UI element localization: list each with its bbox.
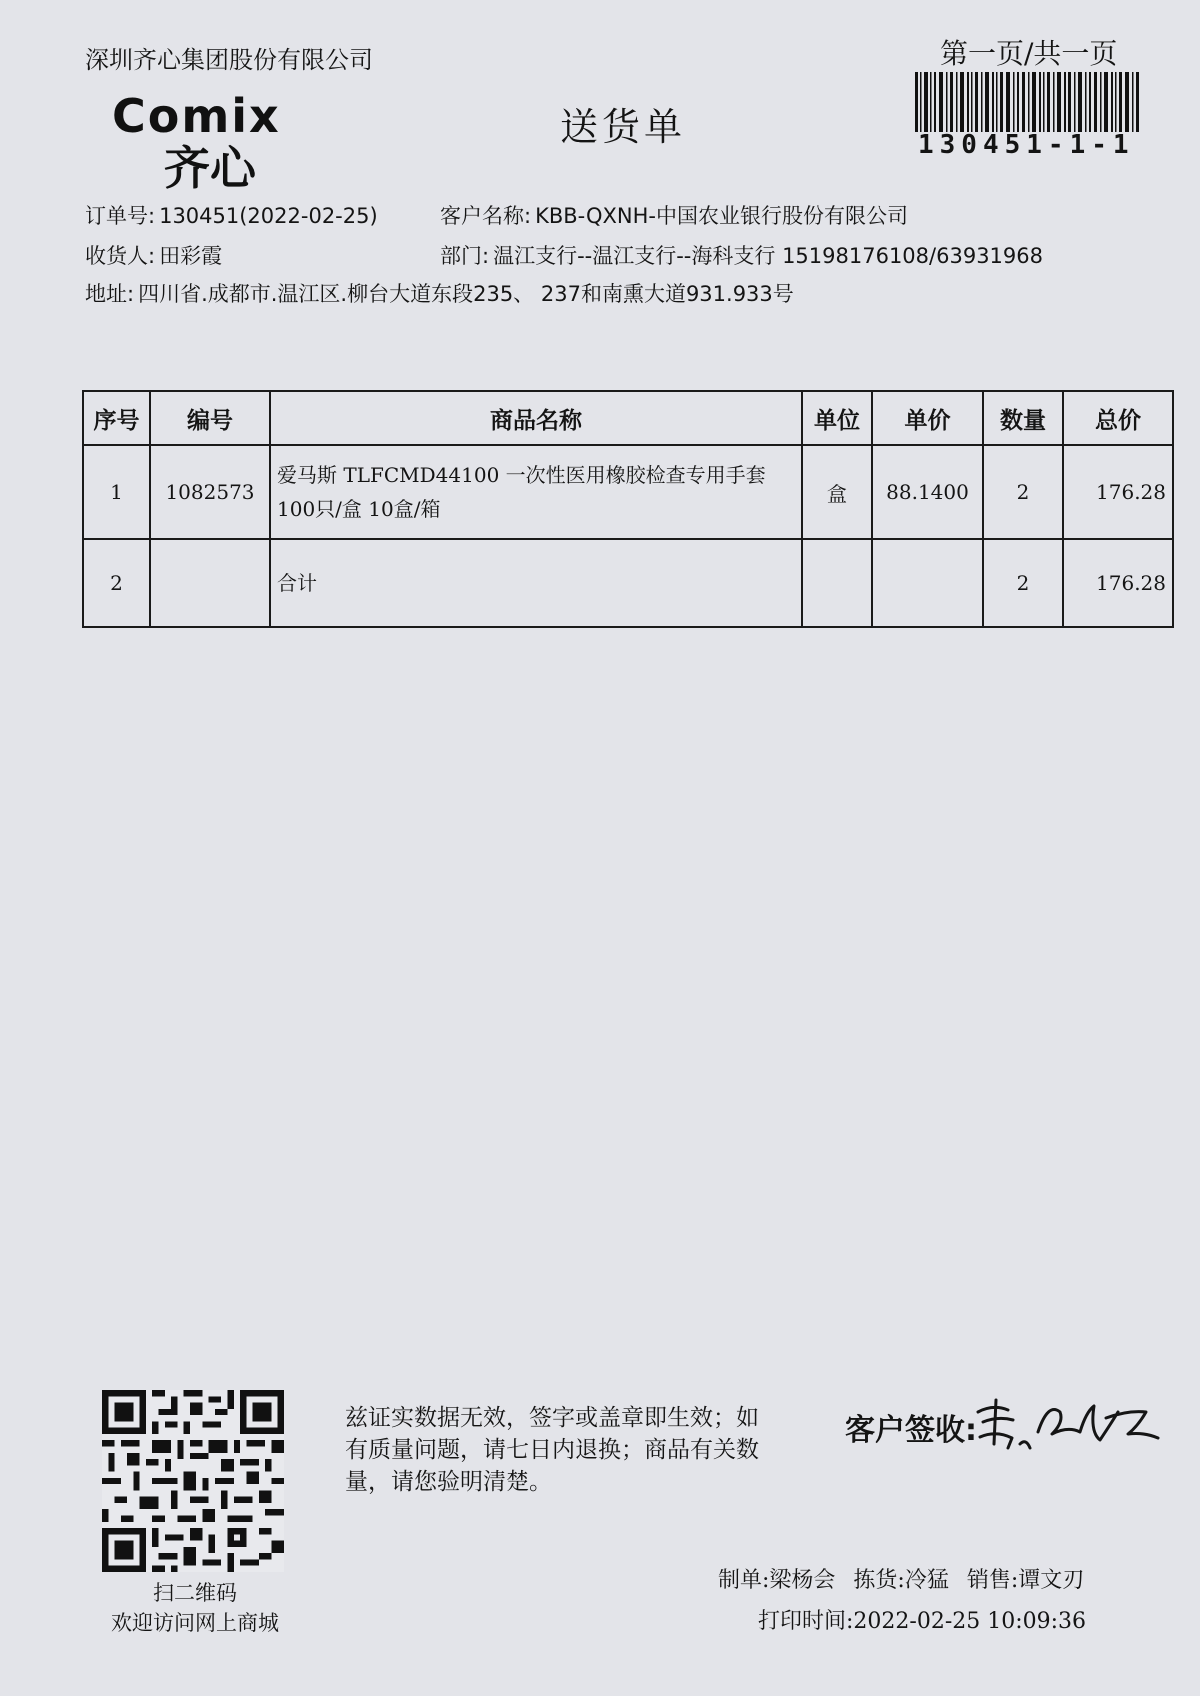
- staff-info: [718, 1563, 1084, 1594]
- table-header-row: [83, 391, 1173, 445]
- order-number-field: [85, 200, 378, 230]
- address-value: 四川省.成都市.温江区.柳台大道东段235、 237和南熏大道931.933号: [138, 282, 794, 306]
- barcode-number: 130451-1-1: [918, 130, 1135, 160]
- qr-caption-line-1: 扫二维码: [153, 1581, 237, 1605]
- qr-caption: [90, 1578, 300, 1638]
- company-name: 深圳齐心集团股份有限公司: [85, 46, 373, 74]
- cell-unit: [802, 539, 872, 627]
- col-header-price: 单价: [872, 391, 983, 445]
- receiver-value: 田彩霞: [159, 244, 223, 268]
- items-table: [82, 390, 1174, 628]
- customer-field: [440, 200, 908, 230]
- address-label: 地址:: [85, 282, 135, 306]
- col-header-code: 编号: [150, 391, 270, 445]
- col-header-unit: 单位: [802, 391, 872, 445]
- department-field: [440, 240, 1043, 270]
- comix-logo: [112, 92, 342, 192]
- maker-text: 制单:梁杨会: [718, 1568, 836, 1593]
- page-info: 第一页/共一页: [940, 37, 1118, 70]
- print-time: 打印时间:2022-02-25 10:09:36: [758, 1609, 1087, 1634]
- barcode-image: [915, 72, 1140, 132]
- validity-notice: 兹证实数据无效，签字或盖章即生效；如有质量问题，请七日内退换；商品有关数量，请您验明清楚。: [345, 1405, 759, 1495]
- sales-text: 销售:谭文刃: [966, 1568, 1085, 1593]
- customer-signature: [968, 1382, 1168, 1462]
- col-header-qty: 数量: [983, 391, 1063, 445]
- picker-text: 拣货:冷猛: [853, 1568, 949, 1593]
- customer-sign-label: 客户签收:: [845, 1413, 977, 1448]
- qr-code-image: [102, 1390, 284, 1572]
- cell-name: 爱马斯 TLFCMD44100 一次性医用橡胶检查专用手套 100只/盒 10盒/箱: [270, 445, 802, 539]
- cell-total: 176.28: [1063, 445, 1173, 539]
- customer-label: 客户名称:: [440, 204, 532, 228]
- cell-qty: 2: [983, 539, 1063, 627]
- receiver-label: 收货人:: [85, 244, 156, 268]
- cell-qty: 2: [983, 445, 1063, 539]
- cell-code: [150, 539, 270, 627]
- order-number-value: 130451(2022-02-25): [159, 204, 378, 228]
- table-row-total: [83, 539, 1173, 627]
- cell-price: [872, 539, 983, 627]
- col-header-total: 总价: [1063, 391, 1173, 445]
- col-header-name: 商品名称: [270, 391, 802, 445]
- logo-latin-text: Comix: [112, 92, 281, 143]
- cell-name: 合计: [270, 539, 802, 627]
- document-title: 送货单: [560, 105, 687, 149]
- logo-cn-text: 齐心: [164, 141, 256, 192]
- qr-caption-line-2: 欢迎访问网上商城: [111, 1611, 279, 1635]
- cell-unit: 盒: [802, 445, 872, 539]
- department-label: 部门:: [440, 244, 490, 268]
- receiver-field: [85, 240, 222, 270]
- col-header-seq: 序号: [83, 391, 150, 445]
- address-field: [85, 278, 794, 308]
- cell-price: 88.1400: [872, 445, 983, 539]
- table-row: [83, 445, 1173, 539]
- cell-code: 1082573: [150, 445, 270, 539]
- customer-value: KBB-QXNH-中国农业银行股份有限公司: [535, 204, 909, 228]
- cell-seq: 1: [83, 445, 150, 539]
- department-value: 温江支行--温江支行--海科支行 15198176108/63931968: [493, 244, 1043, 268]
- cell-total: 176.28: [1063, 539, 1173, 627]
- order-number-label: 订单号:: [85, 204, 156, 228]
- cell-seq: 2: [83, 539, 150, 627]
